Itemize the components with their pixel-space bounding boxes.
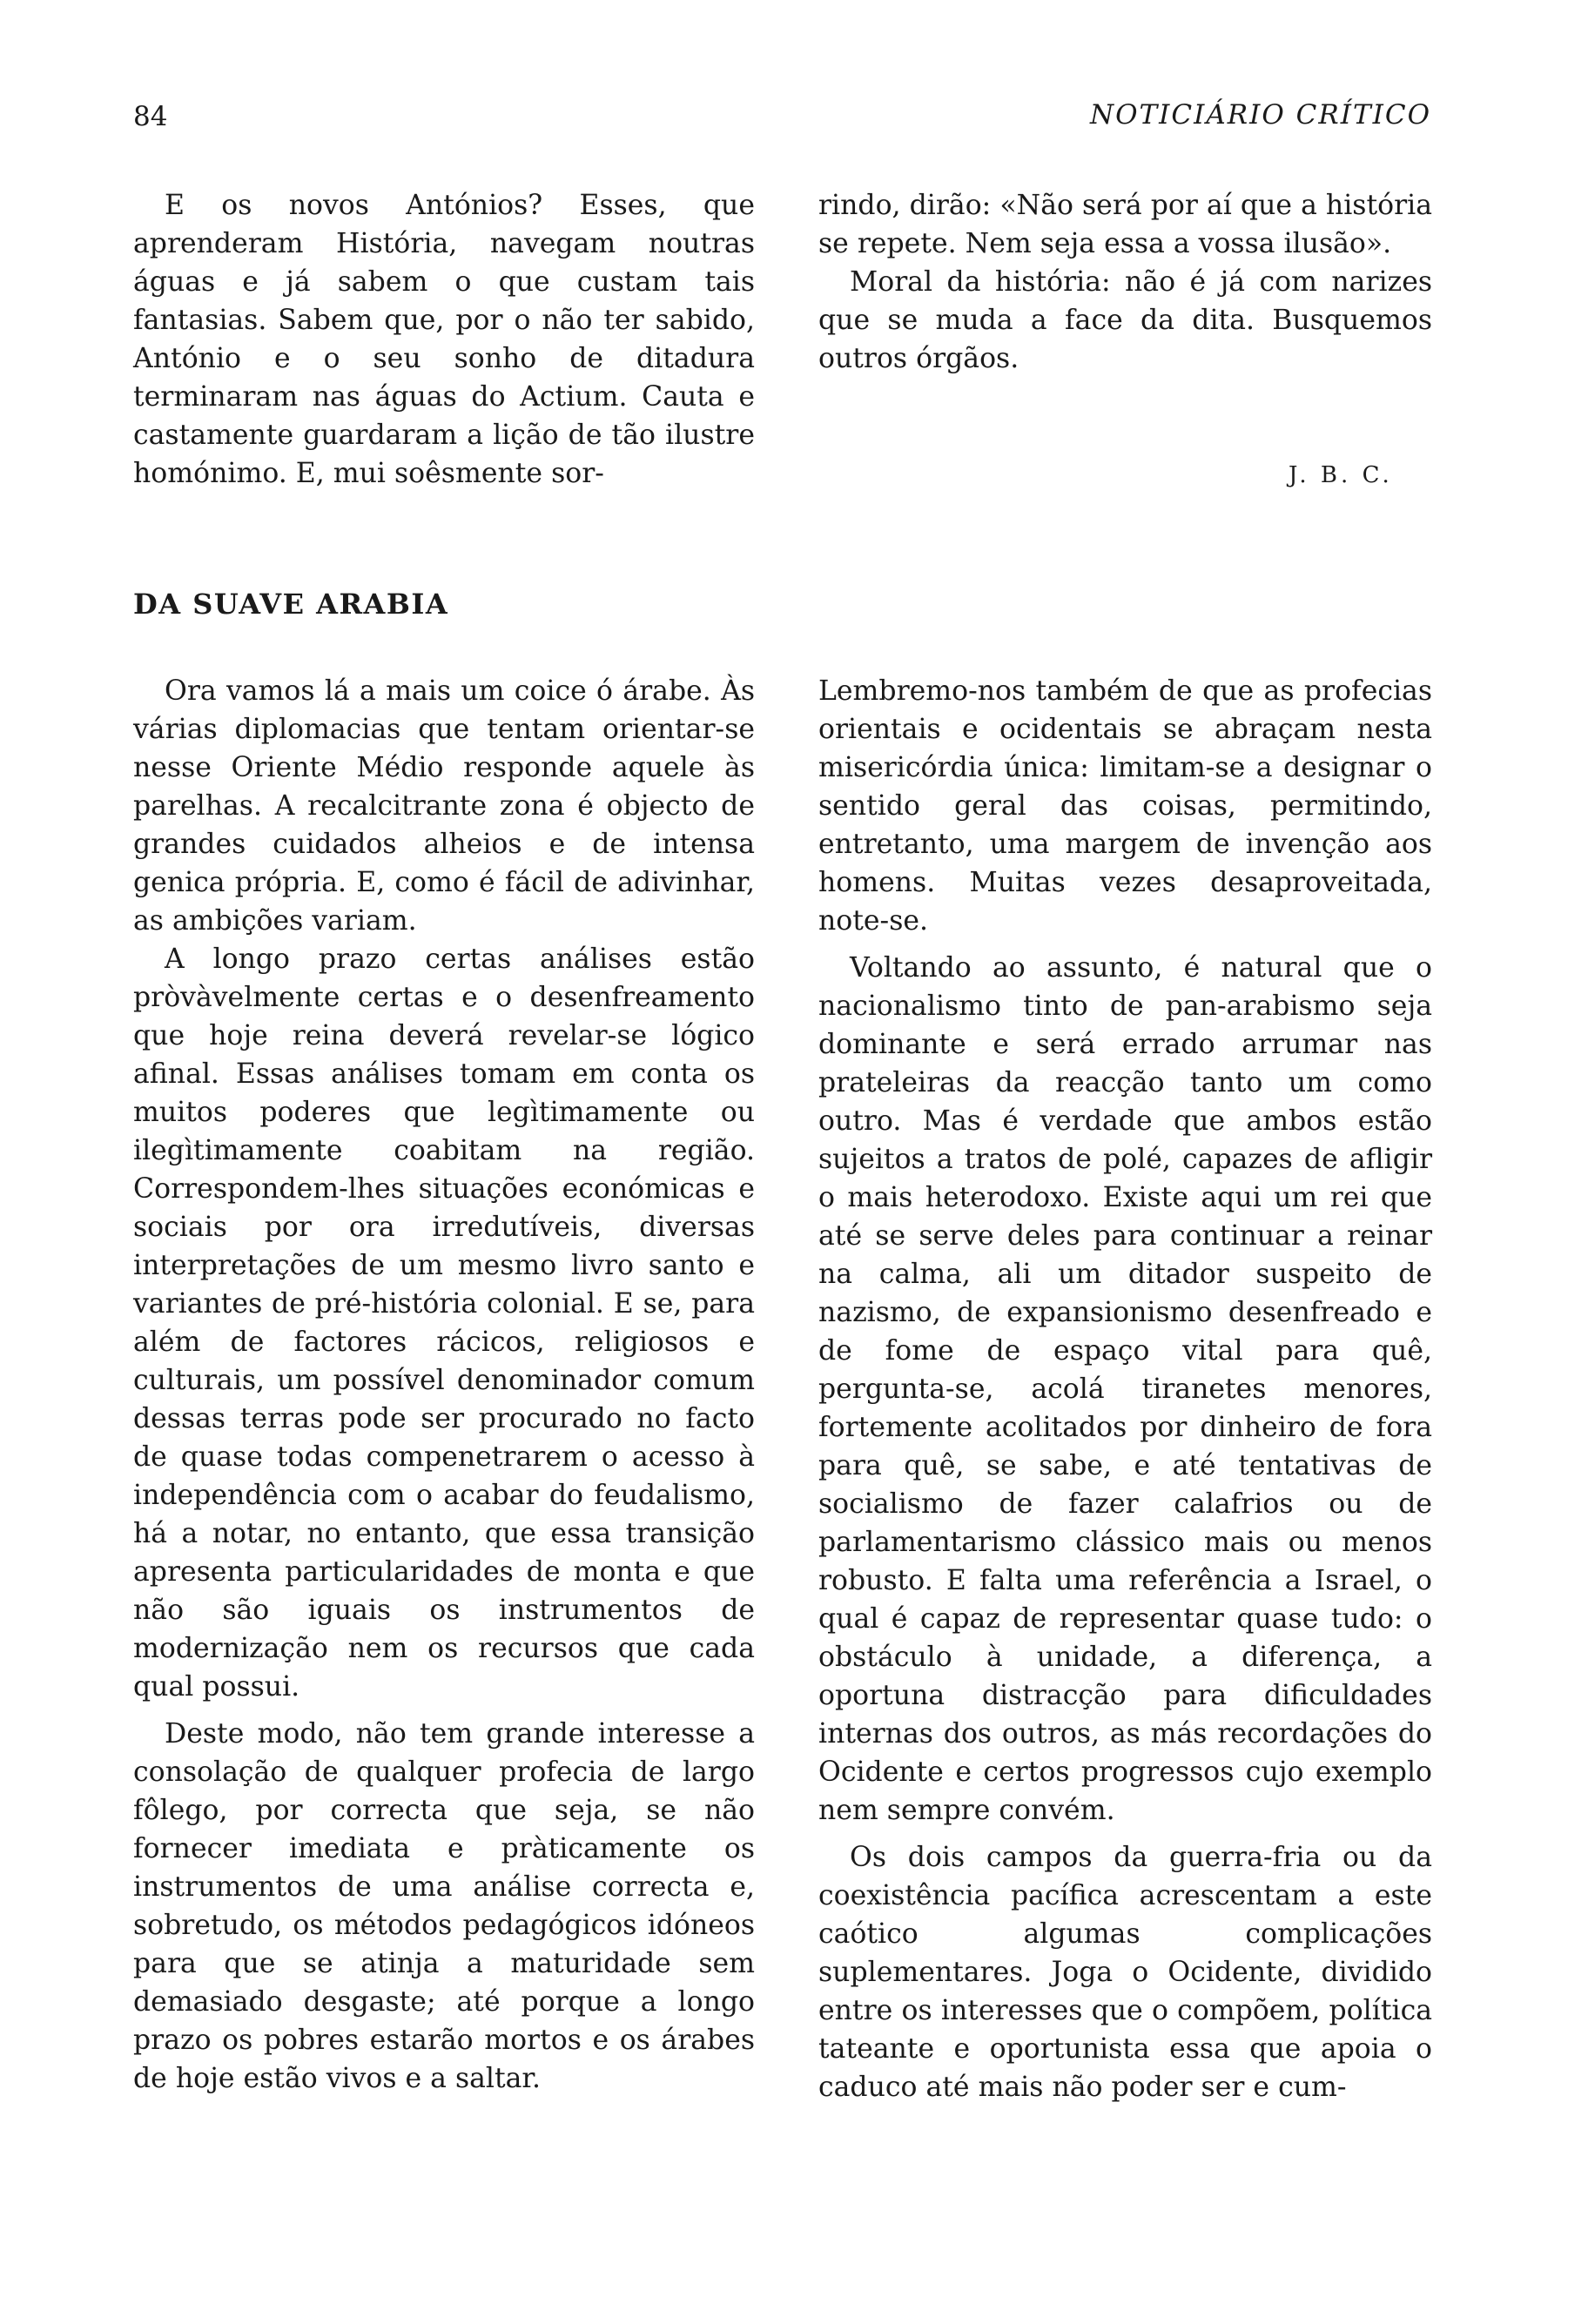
page-number: 84 [133, 101, 168, 132]
top-article-left-column [133, 186, 755, 493]
paragraph: Moral da história: não é já com narizes que se muda a face da dita. Busquemos outros órgãos. [818, 266, 1432, 374]
paragraph: Voltando ao assunto, é natural que o nacionalismo tinto de pan-arabismo seja dominante e será errado arrumar nas prateleiras da reacção tanto um como outro. Mas é verdade que ambos estão sujeitos a tratos de polé, capazes de afligir o mais heterodoxo. Existe aqui um rei que até se serve deles para continuar a reinar na calma, ali um ditador suspeito de nazismo, de expansionismo desenfreado e de fome de espaço vital para quê, pergunta-se, acolá tiranetes menores, fortemente acolitados por dinheiro de fora para quê, se sabe, e até tentativas de socialismo de fazer calafrios ou de parlamentarismo clássico mais ou menos robusto. E falta uma referência a Israel, o qual é capaz de representar quase tudo: o obstáculo à unidade, a diferença, a oportuna distracção para dificuldades internas dos outros, as más recordações do Ocidente e certos progressos cujo exemplo nem sempre convém. [818, 952, 1432, 1826]
section-left-column [133, 672, 755, 2098]
paragraph: Deste modo, não tem grande interesse a consolação de qualquer profecia de largo fôlego, por correcta que seja, se não fornecer imediata e pràticamente os instrumentos de uma análise correcta e, sobretudo, os métodos pedagógicos idóneos para que se atinja a maturidade sem demasiado desgaste; até porque a longo prazo os pobres estarão mortos e os árabes de hoje estão vivos e a saltar. [133, 1718, 755, 2094]
running-title: NOTICIÁRIO CRÍTICO [1089, 99, 1431, 131]
section-right-column [818, 672, 1432, 2106]
paragraph: rindo, dirão: «Não será por aí que a história se repete. Nem seja essa a vossa ilusão». [818, 190, 1432, 259]
paragraph: E os novos Antónios? Esses, que aprenderam História, navegam noutras águas e já sabem o que custam tais fantasias. Sabem que, por o não ter sabido, António e o seu sonho de ditadura terminaram nas águas do Actium. Cauta e castamente guardaram a lição de tão ilustre homónimo. E, mui soêsmente sor- [133, 190, 755, 489]
author-signature: J. B. C. [1289, 462, 1393, 488]
section-title: DA SUAVE ARABIA [133, 588, 449, 621]
paragraph: Lembremo-nos também de que as profecias orientais e ocidentais se abraçam nesta misericórdia única: limitam-se a designar o sentido geral das coisas, permitindo, entretanto, uma margem de invenção aos homens. Muitas vezes desaproveitada, note-se. [818, 675, 1432, 937]
paragraph: Ora vamos lá a mais um coice ó árabe. Às várias diplomacias que tentam orientar-se nesse Oriente Médio responde aquele às parelhas. A recalcitrante zona é objecto de grandes cuidados alheios e de intensa genica própria. E, como é fácil de adivinhar, as ambições variam. [133, 675, 755, 937]
paragraph: Os dois campos da guerra-fria ou da coexistência pacífica acrescentam a este caótico algumas complicações suplementares. Joga o Ocidente, dividido entre os interesses que o compõem, política tateante e oportunista essa que apoia o caduco até mais não poder ser e cum- [818, 1842, 1432, 2103]
paragraph: A longo prazo certas análises estão pròvàvelmente certas e o desenfreamento que hoje reina deverá revelar-se lógico afinal. Essas análises tomam em conta os muitos poderes que legìtimamente ou ilegìtimamente coabitam na região. Correspondem-lhes situações económicas e sociais por ora irredutíveis, diversas interpretações de um mesmo livro santo e variantes de pré-história colonial. E se, para além de factores rácicos, religiosos e culturais, um possível denominador comum dessas terras pode ser procurado no facto de quase todas compenetrarem o acesso à independência com o acabar do feudalismo, há a notar, no entanto, que essa transição apresenta particularidades de monta e que não são iguais os instrumentos de modernização nem os recursos que cada qual possui. [133, 944, 755, 1703]
top-article-right-column [818, 186, 1432, 378]
